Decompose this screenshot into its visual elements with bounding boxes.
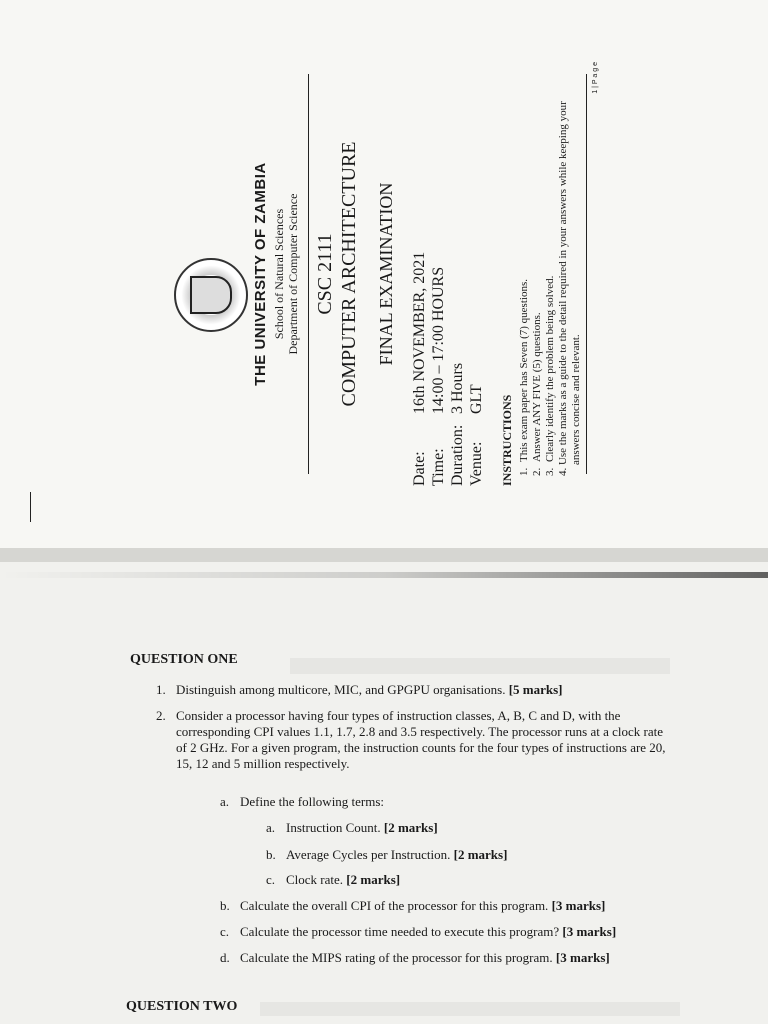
question-1-2-b: b. Calculate the overall CPI of the processor for this program. [3 marks]: [220, 898, 606, 913]
question-one-title: QUESTION ONE: [130, 652, 238, 667]
course-name: COMPUTER ARCHITECTURE: [338, 141, 360, 407]
question-1-2-a-iii: c. Clock rate. [2 marks]: [266, 872, 401, 887]
university-name: THE UNIVERSITY OF ZAMBIA: [252, 162, 269, 386]
divider: [586, 74, 587, 474]
instruction-item: 4. Use the marks as a guide to the detail required in your answers while keeping your answers concise and relevant.: [557, 101, 582, 476]
detail-row: Duration: 3 Hours: [449, 362, 466, 486]
detail-row: Date: 16th NOVEMBER, 2021: [411, 251, 428, 486]
page-gap: [0, 548, 768, 562]
questions-page: [0, 562, 768, 1024]
course-code: CSC 2111: [314, 233, 336, 315]
question-1-2: 2. Consider a processor having four types of instruction classes, A, B, C and D, with the corresponding CPI values 1.1, 1.7, 2.8 and 3.5 respectively. The processor runs at a clock rate of 2 GHz. For a given program, the instruction counts for the four types of instructions are 20, 15, 12 and 5 million respectively.: [156, 708, 666, 771]
scan-noise: [260, 1002, 680, 1016]
exam-title: FINAL EXAMINATION: [376, 182, 396, 366]
instructions-heading: INSTRUCTIONS: [500, 394, 514, 486]
scan-noise: [290, 658, 670, 674]
question-two-title: QUESTION TWO: [126, 999, 238, 1014]
cover-rotated-content: [154, 44, 614, 504]
scan-mark: [30, 492, 31, 522]
instruction-item: 3. Clearly identify the problem being solved.: [544, 275, 556, 476]
question-1-2-a-ii: b. Average Cycles per Instruction. [2 marks]: [266, 847, 508, 862]
detail-row: Time: 14:00 – 17:00 HOURS: [430, 266, 447, 486]
instruction-item: 2. Answer ANY FIVE (5) questions.: [531, 312, 543, 476]
page-number: 1 | P a g e: [592, 62, 599, 94]
crest-shield-icon: [190, 276, 232, 314]
department-name: Department of Computer Science: [286, 193, 300, 355]
scan-shadow: [0, 572, 768, 578]
detail-row: Venue: GLT: [468, 384, 485, 486]
instructions-list: [518, 76, 583, 476]
instruction-item: 1. This exam paper has Seven (7) questions.: [518, 279, 530, 476]
university-crest: [174, 258, 248, 332]
question-1-2-d: d. Calculate the MIPS rating of the processor for this program. [3 marks]: [220, 950, 610, 965]
question-1-2-c: c. Calculate the processor time needed to execute this program? [3 marks]: [220, 924, 617, 939]
exam-details: [410, 252, 486, 486]
question-1-2-a: a. Define the following terms:: [220, 794, 385, 809]
school-name: School of Natural Sciences: [272, 208, 286, 340]
question-1-1: 1. Distinguish among multicore, MIC, and GPGPU organisations. [5 marks]: [156, 682, 563, 697]
divider: [308, 74, 309, 474]
question-1-2-a-i: a. Instruction Count. [2 marks]: [266, 820, 438, 835]
